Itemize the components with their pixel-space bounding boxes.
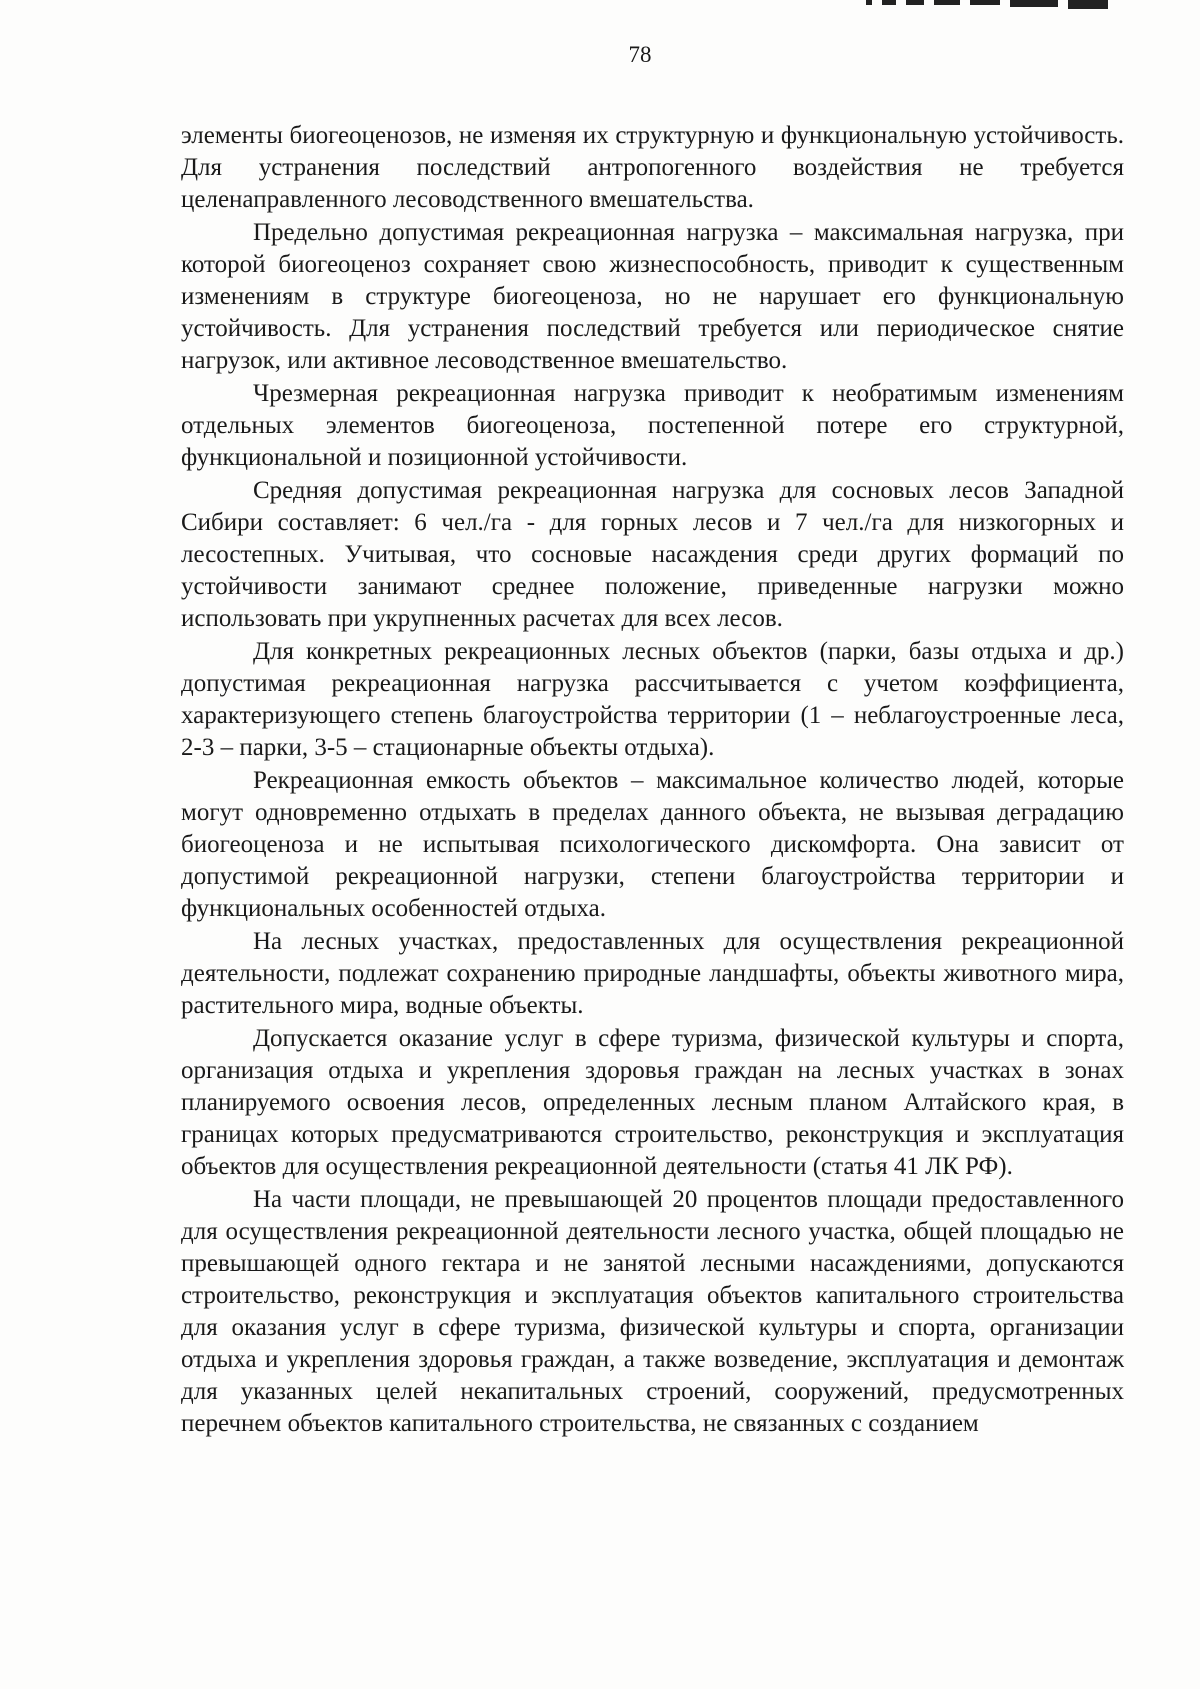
paragraph-specific-objects: Для конкретных рекреационных лесных объектов (парки, базы отдыха и др.) допустимая рекреационная нагрузка рассчитывается с учетом коэффициента, характеризующего степень благоустройства территории (1 – неблагоустроенные леса, 2-3 – парки, 3-5 – стационарные объекты отдыха). — [181, 638, 1124, 761]
paragraph-excessive-load: Чрезмерная рекреационная нагрузка приводит к необратимым изменениям отдельных элементов биогеоценоза, постепенной потере его структурной, функциональной и позиционной устойчивости. — [181, 380, 1124, 471]
page-number: 78 — [628, 42, 652, 67]
paragraph-continuation: элементы биогеоценозов, не изменяя их структурную и функциональную устойчивость. Для устранения последствий антропогенного воздействия не требуется целенаправленного лесоводственного вмешательства. — [181, 122, 1124, 213]
paragraph-construction-limits: На части площади, не превышающей 20 процентов площади предоставленного для осуществления рекреационной деятельности лесного участка, общей площадью не превышающей одного гектара и не занятой лесными насаждениями, допускаются строительство, реконструкция и эксплуатация объектов капитального строительства для оказания услуг в сфере туризма, физической культуры и спорта, организации отдыха и укрепления здоровья граждан, а также возведение, эксплуатация и демонтаж для указанных целей некапитальных строений, сооружений, предусмотренных перечнем объектов капитального строительства, не связанных с созданием — [181, 1186, 1124, 1437]
paragraph-services-allowed: Допускается оказание услуг в сфере туризма, физической культуры и спорта, организация отдыха и укрепления здоровья граждан на лесных участках в зонах планируемого освоения лесов, определенных лесным планом Алтайского края, в границах которых предусматриваются строительство, реконструкция и эксплуатация объектов для осуществления рекреационной деятельности (статья 41 ЛК РФ). — [181, 1025, 1124, 1180]
paragraph-recreational-capacity: Рекреационная емкость объектов – максимальное количество людей, которые могут одновременно отдыхать в пределах данного объекта, не вызывая деградацию биогеоценоза и не испытывая психологического дискомфорта. Она зависит от допустимой рекреационной нагрузки, степени благоустройства территории и функциональных особенностей отдыха. — [181, 767, 1124, 922]
paragraph-average-load: Средняя допустимая рекреационная нагрузка для сосновых лесов Западной Сибири составляет: 6 чел./га - для горных лесов и 7 чел./га для низкогорных и лесостепных. Учитывая, что сосновые насаждения среди других формаций по устойчивости занимают среднее положение, приведенные нагрузки можно использовать при укрупненных расчетах для всех лесов. — [181, 477, 1124, 632]
paragraph-preserved-landscapes: На лесных участках, предоставленных для осуществления рекреационной деятельности, подлежат сохранению природные ландшафты, объекты животного мира, растительного мира, водные объекты. — [181, 928, 1124, 1019]
paragraph-max-load: Предельно допустимая рекреационная нагрузка – максимальная нагрузка, при которой биогеоценоз сохраняет свою жизнеспособность, приводит к существенным изменениям в структуре биогеоценоза, но не нарушает его функциональную устойчивость. Для устранения последствий требуется или периодическое снятие нагрузок, или активное лесоводственное вмешательство. — [181, 219, 1124, 374]
scan-artifact-marks — [866, 0, 1108, 9]
body-text — [181, 120, 1124, 1441]
